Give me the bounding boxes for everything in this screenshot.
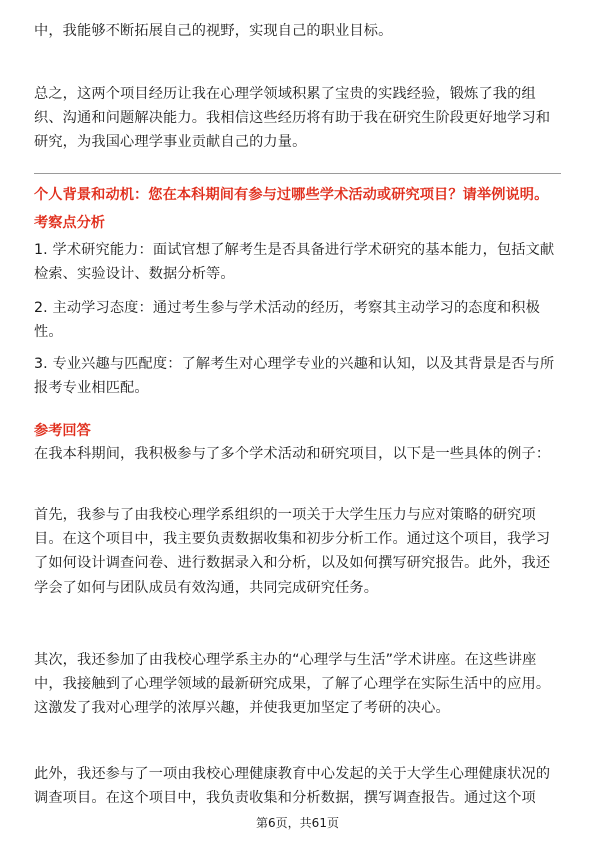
text-line: 总之，这两个项目经历让我在心理学领域积累了宝贵的实践经验，锻炼了我的组 (34, 86, 536, 102)
text-line: 检索、实验设计、数据分析等。 (34, 266, 235, 283)
intro-paragraph (34, 19, 561, 43)
text-line: 中，我能够不断拓展自己的视野，实现自己的职业目标。 (34, 23, 393, 39)
text-line: 报考专业相匹配。 (34, 380, 149, 397)
text-line: 2. 主动学习态度：通过考生参与学术活动的经历，考察其主动学习的态度和积极 (34, 300, 540, 316)
text-line: 目。在这个项目中，我主要负责数据收集和初步分析工作。通过这个项目，我学习 (34, 531, 551, 548)
section-divider (34, 173, 561, 174)
text-line: 3. 专业兴趣与匹配度：了解考生对心理学专业的兴趣和认知，以及其背景是否与所 (34, 356, 555, 372)
text-line: 1. 学术研究能力：面试官想了解考生是否具备进行学术研究的基本能力，包括文献 (34, 242, 555, 258)
text-line: 了如何设计调查问卷、进行数据录入和分析，以及如何撰写研究报告。此外，我还 (34, 555, 551, 572)
text-line: 在我本科期间，我积极参与了多个学术活动和研究项目，以下是一些具体的例子： (34, 446, 551, 462)
answer-lead (34, 442, 561, 466)
text-line: 其次，我还参加了由我校心理学系主办的“心理学与生活”学术讲座。在这些讲座 (34, 652, 537, 668)
text-line: 学会了如何与团队成员有效沟通，共同完成研究任务。 (34, 579, 379, 596)
text-line: 研究，为我国心理学事业贡献自己的力量。 (34, 134, 307, 151)
conclusion-paragraph (34, 82, 561, 155)
answer-paragraph-3 (34, 762, 561, 810)
answer-paragraph-2 (34, 648, 561, 721)
page-number: 第6页，共61页 (256, 816, 339, 830)
answer-heading: 参考回答 (34, 423, 91, 439)
analysis-item-2 (34, 296, 561, 344)
text-line: 这激发了我对心理学的浓厚兴趣，并使我更加坚定了考研的决心。 (34, 700, 450, 717)
text-line: 此外，我还参与了一项由我校心理健康教育中心发起的关于大学生心理健康状况的 (34, 766, 551, 782)
answer-paragraph-1 (34, 503, 561, 600)
analysis-heading: 考察点分析 (34, 215, 105, 231)
text-line: 织、沟通和问题解决能力。我相信这些经历将有助于我在研究生阶段更好地学习和 (34, 110, 551, 127)
text-line: 中，我接触到了心理学领域的最新研究成果，了解了心理学在实际生活中的应用。 (34, 676, 551, 693)
text-line: 性。 (34, 324, 63, 341)
text-line: 首先，我参与了由我校心理学系组织的一项关于大学生压力与应对策略的研究项 (34, 507, 536, 523)
analysis-item-3 (34, 352, 561, 400)
analysis-item-1 (34, 238, 561, 286)
text-line: 调查项目。在这个项目中，我负责收集和分析数据，撰写调查报告。通过这个项 (34, 790, 536, 807)
interview-question: 个人背景和动机：您在本科期间有参与过哪些学术活动或研究项目？请举例说明。 (34, 187, 549, 203)
